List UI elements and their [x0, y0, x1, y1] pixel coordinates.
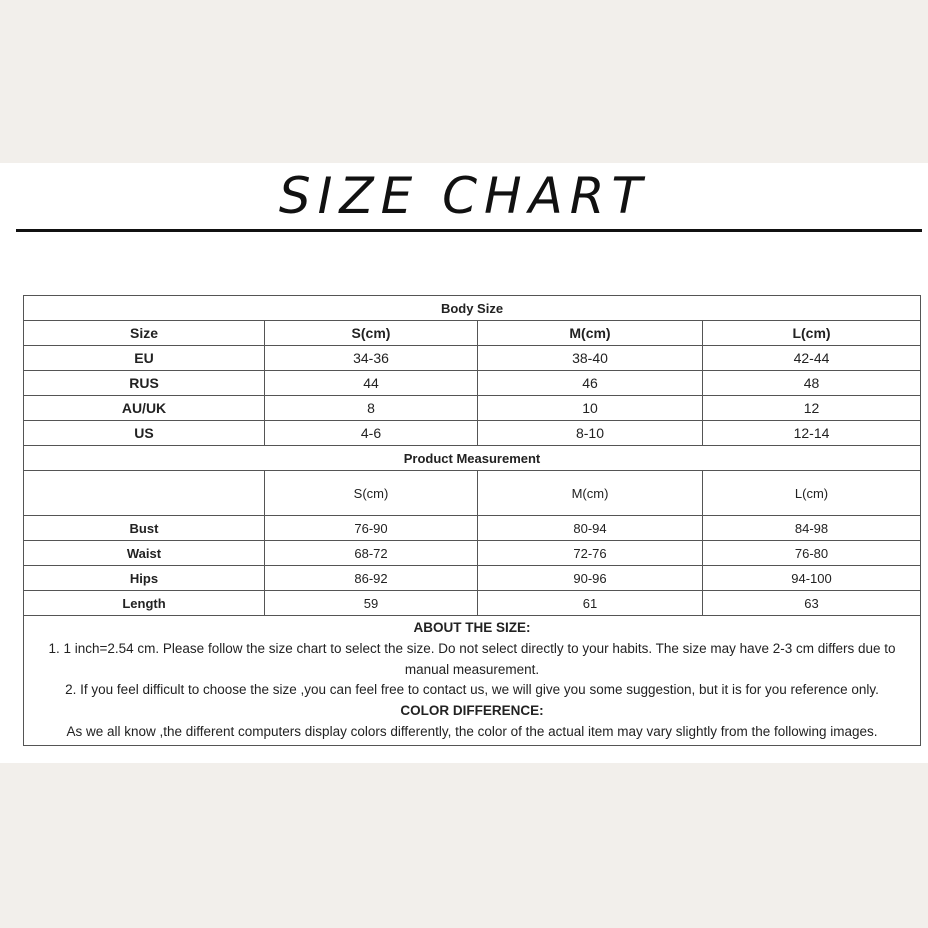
column-header: [24, 471, 265, 516]
column-header: M(cm): [478, 321, 703, 346]
table-cell: 76-80: [703, 541, 921, 566]
table-cell: 59: [265, 591, 478, 616]
row-label: US: [24, 421, 265, 446]
row-label: Length: [24, 591, 265, 616]
table-cell: 61: [478, 591, 703, 616]
size-table: [23, 295, 921, 746]
table-cell: 4-6: [265, 421, 478, 446]
body-size-section-row: [24, 296, 921, 321]
table-row: [24, 516, 921, 541]
product-measurement-title: Product Measurement: [24, 446, 921, 471]
table-cell: 12-14: [703, 421, 921, 446]
table-cell: 86-92: [265, 566, 478, 591]
table-cell: 8-10: [478, 421, 703, 446]
table-row: [24, 371, 921, 396]
table-cell: 44: [265, 371, 478, 396]
column-header: Size: [24, 321, 265, 346]
table-cell: 68-72: [265, 541, 478, 566]
table-cell: 48: [703, 371, 921, 396]
table-cell: 90-96: [478, 566, 703, 591]
table-cell: 76-90: [265, 516, 478, 541]
table-cell: 72-76: [478, 541, 703, 566]
table-cell: 38-40: [478, 346, 703, 371]
table-row: [24, 566, 921, 591]
table-cell: 12: [703, 396, 921, 421]
row-label: AU/UK: [24, 396, 265, 421]
product-measurement-section-row: [24, 446, 921, 471]
table-row: [24, 346, 921, 371]
table-cell: 63: [703, 591, 921, 616]
row-label: Waist: [24, 541, 265, 566]
table-cell: 80-94: [478, 516, 703, 541]
column-header: S(cm): [265, 321, 478, 346]
table-cell: 42-44: [703, 346, 921, 371]
size-chart-sheet: [0, 163, 928, 763]
note-1: 1. 1 inch=2.54 cm. Please follow the size chart to select the size. Do not select directly to your habits. The size may have 2-3 cm differs due to manual measurement.: [48, 640, 896, 677]
notes-row: [24, 616, 921, 746]
about-size-heading: ABOUT THE SIZE:: [413, 620, 531, 635]
table-cell: 94-100: [703, 566, 921, 591]
row-label: Hips: [24, 566, 265, 591]
page-title: SIZE CHART: [278, 167, 650, 225]
table-cell: 10: [478, 396, 703, 421]
table-row: [24, 541, 921, 566]
color-difference-heading: COLOR DIFFERENCE:: [400, 703, 544, 719]
product-measurement-header-row: [24, 471, 921, 516]
notes-cell: [24, 616, 921, 746]
table-cell: 34-36: [265, 346, 478, 371]
color-difference-text: As we all know ,the different computers display colors differently, the color of the actual item may vary slightly from the following images.: [66, 723, 878, 739]
table-cell: 8: [265, 396, 478, 421]
note-2: 2. If you feel difficult to choose the size ,you can feel free to contact us, we will give you some suggestion, but it is for you reference only.: [65, 682, 879, 698]
row-label: RUS: [24, 371, 265, 396]
title-divider: [16, 229, 922, 232]
column-header: S(cm): [265, 471, 478, 516]
body-size-header-row: [24, 321, 921, 346]
table-row: [24, 396, 921, 421]
column-header: L(cm): [703, 471, 921, 516]
column-header: M(cm): [478, 471, 703, 516]
row-label: EU: [24, 346, 265, 371]
table-row: [24, 591, 921, 616]
body-size-title: Body Size: [24, 296, 921, 321]
column-header: L(cm): [703, 321, 921, 346]
table-cell: 84-98: [703, 516, 921, 541]
table-row: [24, 421, 921, 446]
table-cell: 46: [478, 371, 703, 396]
row-label: Bust: [24, 516, 265, 541]
